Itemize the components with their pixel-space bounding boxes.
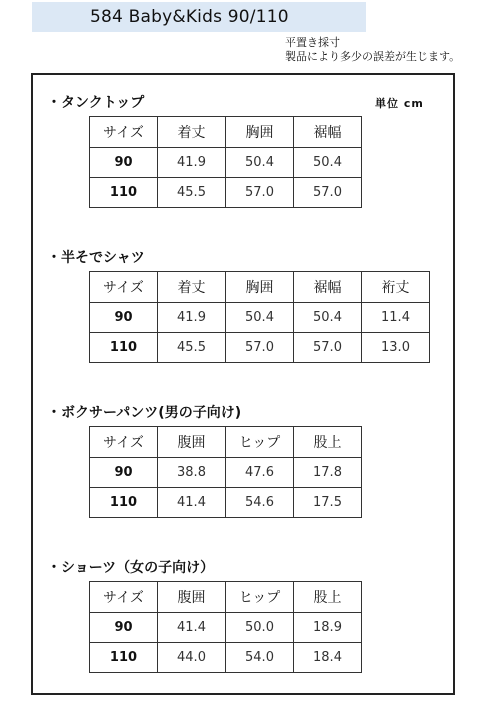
value-cell: 18.9	[294, 613, 362, 643]
value-cell: 41.4	[158, 488, 226, 518]
column-header: 腹囲	[158, 427, 226, 458]
value-cell: 57.0	[294, 178, 362, 208]
value-cell: 57.0	[226, 333, 294, 363]
note-line-2: 製品により多少の誤差が生じます。	[285, 50, 461, 63]
column-header: サイズ	[90, 272, 158, 303]
table-row	[90, 643, 362, 673]
value-cell: 54.6	[226, 488, 294, 518]
value-cell: 57.0	[226, 178, 294, 208]
size-table-tanktop	[89, 116, 362, 208]
column-header: 股上	[294, 427, 362, 458]
table-header-row	[90, 427, 362, 458]
column-header: 裾幅	[294, 272, 362, 303]
section-title-shorts: ・ショーツ（女の子向け）	[47, 560, 215, 576]
size-cell: 110	[90, 178, 158, 208]
measurement-note	[285, 36, 460, 64]
column-header: 裾幅	[294, 117, 362, 148]
value-cell: 13.0	[362, 333, 430, 363]
value-cell: 57.0	[294, 333, 362, 363]
value-cell: 50.4	[294, 303, 362, 333]
value-cell: 45.5	[158, 178, 226, 208]
value-cell: 17.5	[294, 488, 362, 518]
table-row	[90, 178, 362, 208]
size-cell: 90	[90, 148, 158, 178]
size-cell: 90	[90, 613, 158, 643]
table-header-row	[90, 117, 362, 148]
table-row	[90, 613, 362, 643]
value-cell: 47.6	[226, 458, 294, 488]
size-table-shirt	[89, 271, 430, 363]
value-cell: 50.4	[226, 148, 294, 178]
section-title-tanktop: ・タンクトップ	[47, 95, 145, 111]
value-cell: 45.5	[158, 333, 226, 363]
value-cell: 50.4	[294, 148, 362, 178]
column-header: ヒップ	[226, 427, 294, 458]
value-cell: 44.0	[158, 643, 226, 673]
unit-label: 単位 cm	[375, 97, 424, 110]
value-cell: 41.9	[158, 303, 226, 333]
table-row	[90, 303, 430, 333]
table-row	[90, 148, 362, 178]
column-header: ヒップ	[226, 582, 294, 613]
column-header: 腹囲	[158, 582, 226, 613]
page-title: 584 Baby&Kids 90/110	[32, 2, 366, 32]
value-cell: 17.8	[294, 458, 362, 488]
size-cell: 90	[90, 303, 158, 333]
value-cell: 54.0	[226, 643, 294, 673]
value-cell: 41.9	[158, 148, 226, 178]
table-header-row	[90, 582, 362, 613]
size-cell: 110	[90, 643, 158, 673]
column-header: 股上	[294, 582, 362, 613]
column-header: 着丈	[158, 272, 226, 303]
note-line-1: 平置き採寸	[285, 36, 340, 49]
section-title-boxer: ・ボクサーパンツ(男の子向け)	[47, 405, 242, 421]
table-row	[90, 333, 430, 363]
value-cell: 38.8	[158, 458, 226, 488]
column-header: サイズ	[90, 117, 158, 148]
size-table-shorts	[89, 581, 362, 673]
value-cell: 18.4	[294, 643, 362, 673]
size-table-boxer	[89, 426, 362, 518]
column-header: 着丈	[158, 117, 226, 148]
column-header: 裄丈	[362, 272, 430, 303]
size-cell: 110	[90, 333, 158, 363]
column-header: 胸囲	[226, 272, 294, 303]
size-cell: 110	[90, 488, 158, 518]
table-row	[90, 458, 362, 488]
column-header: サイズ	[90, 427, 158, 458]
column-header: サイズ	[90, 582, 158, 613]
section-title-shirt: ・半そでシャツ	[47, 250, 145, 266]
table-header-row	[90, 272, 430, 303]
size-cell: 90	[90, 458, 158, 488]
column-header: 胸囲	[226, 117, 294, 148]
value-cell: 50.4	[226, 303, 294, 333]
value-cell: 50.0	[226, 613, 294, 643]
value-cell: 41.4	[158, 613, 226, 643]
table-row	[90, 488, 362, 518]
value-cell: 11.4	[362, 303, 430, 333]
